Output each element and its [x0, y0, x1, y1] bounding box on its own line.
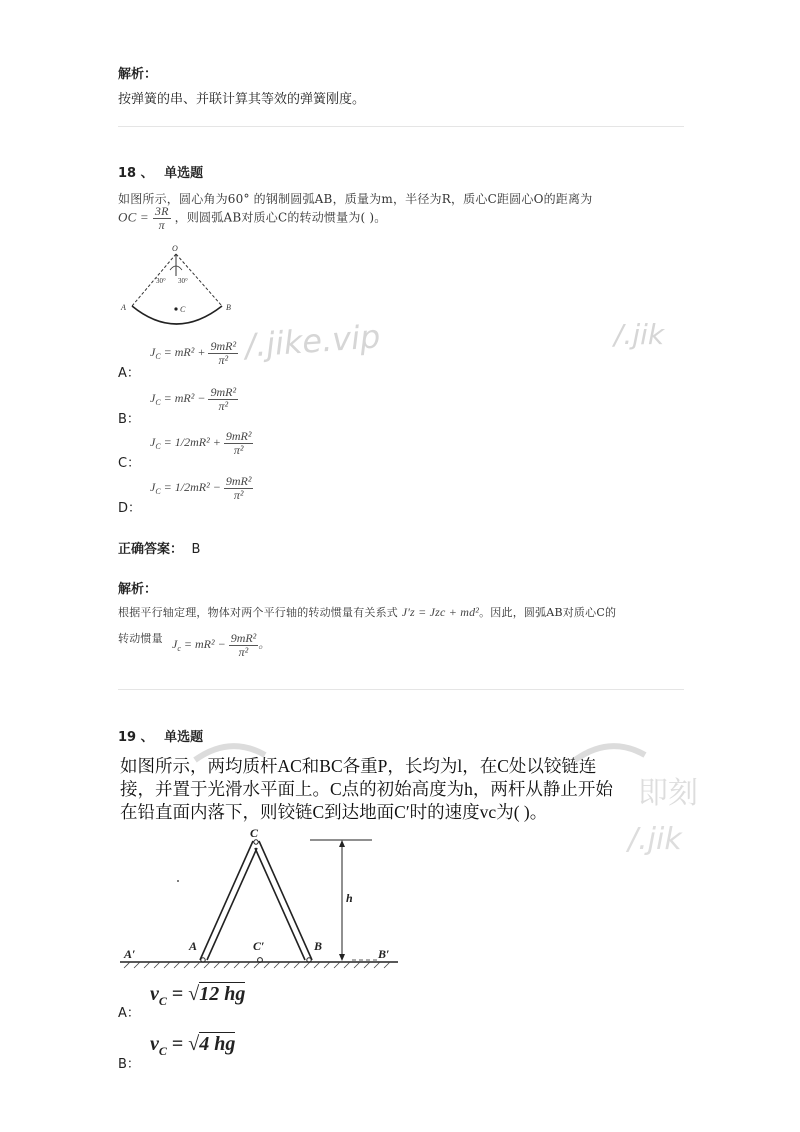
q19-label-c: C [250, 826, 259, 840]
q18-number: 18 、 [118, 166, 154, 181]
prev-analysis-label: 解析： [118, 67, 158, 82]
q18-opt-c-mid: mR² + [190, 434, 224, 449]
q18-analysis-line2 [118, 630, 163, 646]
q19-hinge-c [254, 840, 258, 844]
q18-stem-line2 [118, 205, 387, 231]
q19-option-b-label[interactable]: B： [118, 1057, 140, 1072]
q18-opt-c-coef: 1/2 [174, 434, 191, 449]
q18-centroid-dot [174, 307, 177, 310]
q18-opt-d-eq: = [160, 479, 175, 494]
q18-oc-num: 3R [154, 204, 169, 218]
q19-label-h: h [346, 891, 353, 905]
watermark-swoosh-2 [570, 735, 650, 765]
q18-option-a-formula[interactable] [150, 340, 238, 366]
q19-stem-line2: 接，并置于光滑水平面上。C点的初始高度为h，两杆从静止开始 [120, 779, 613, 799]
q18-opt-a-sub: C [155, 352, 161, 362]
q18-option-b-formula[interactable] [150, 386, 238, 412]
q19-label-b: B [314, 939, 323, 953]
q18-label-a: A [121, 303, 126, 312]
q18-radius-left [132, 254, 176, 306]
q18-opt-d-den: π² [233, 487, 244, 502]
q19-stem-line1: 如图所示，两均质杆AC和BC各重P，长均为l，在C处以铰链连 [120, 756, 597, 776]
q18-option-c-formula[interactable] [150, 430, 253, 456]
q18-analysis-formula1: J′z = Jzc + md² [401, 605, 480, 619]
q18-analysis-line1-text: 根据平行轴定理，物体对两个平行轴的转动惯量有关系式 [118, 606, 398, 619]
q18-header [118, 162, 203, 181]
q19-opt-b-rad: 4 hg [199, 1033, 236, 1055]
q19-h-arrow-top [339, 840, 345, 847]
q18-type: 单选题 [164, 166, 204, 181]
q18-answer-value: B [191, 542, 201, 557]
q18-opt-a-j: J [150, 344, 156, 359]
q18-analysis-formula2: $J_c = mR^2$ − $\frac{\text{9mR²}}{\text{π²}}$ 。 [172, 631, 271, 659]
q19-rod-ac-outer [200, 841, 253, 960]
q19-opt-a-rad: 12 hg [199, 983, 246, 1005]
q19-label-a-prime: A′ [124, 947, 136, 961]
q18-opt-b-sub: C [155, 398, 161, 408]
q18-label-angle-left: 30° [156, 277, 166, 285]
q19-label-b-prime: B′ [378, 947, 390, 961]
q18-opt-a-num: 9mR² [210, 339, 237, 353]
q18-answer [118, 538, 200, 557]
watermark-3: 即刻 [638, 776, 698, 811]
divider [118, 126, 684, 127]
q19-rod-ac-inner [207, 848, 257, 960]
q19-h-arrow-bottom [339, 954, 345, 961]
q18-option-a-label[interactable]: A： [118, 366, 140, 381]
q18-opt-d-j: J [150, 479, 156, 494]
q18-opt-d-mid: mR² − [190, 479, 224, 494]
q18-opt-c-eq: = [160, 434, 175, 449]
watermark-2: /.jik [614, 318, 665, 351]
watermark-swoosh-1 [190, 735, 270, 765]
q18-stem-line1: 如图所示，圆心角为60° 的钢制圆弧AB，质量为m，半径为R，质心C距圆心O的距离为 [118, 192, 593, 206]
q19-opt-a-v: v [150, 983, 159, 1005]
q18-opt-d-coef: 1/2 [174, 479, 191, 494]
q18-analysis-label: 解析： [118, 582, 158, 597]
q18-arc-figure [118, 240, 243, 325]
q18-analysis-line2-text: 转动惯量 [118, 632, 163, 645]
q18-analysis-line1 [118, 604, 616, 620]
q18-opt-d-num: 9mR² [225, 474, 252, 488]
q19-type: 单选题 [164, 730, 204, 745]
q19-option-a-label[interactable]: A： [118, 1006, 140, 1021]
q18-analysis-line1-end: 。因此，圆弧AB对质心C的 [479, 606, 617, 619]
q19-opt-b-sub: C [158, 1044, 167, 1058]
q18-opt-d-sub: C [155, 487, 161, 497]
q19-speck [177, 880, 179, 882]
q18-analysis-f2-end: 。 [258, 636, 271, 651]
q19-opt-b-v: v [150, 1033, 159, 1055]
divider [118, 689, 684, 690]
q18-label-b: B [226, 303, 231, 312]
q19-stem [120, 755, 640, 824]
q18-oc: OC = [118, 209, 149, 225]
q19-opt-a-sub: C [158, 994, 167, 1008]
q19-stem-line3: 在铅直面内落下，则铰链C到达地面C′时的速度vc为( )。 [120, 802, 548, 822]
q18-opt-b-den: π² [218, 398, 229, 413]
q18-option-d-label[interactable]: D： [118, 501, 142, 516]
q18-opt-a-den: π² [218, 352, 229, 367]
q19-number: 19 、 [118, 730, 154, 745]
q18-label-o: O [172, 244, 178, 253]
q18-stem-end: ，则圆弧AB对质心C的转动惯量为( )。 [174, 210, 387, 225]
q18-opt-b-j: J [150, 390, 156, 405]
q18-opt-c-den: π² [233, 442, 244, 457]
q19-option-a-formula[interactable]: $v_C = √12$ hg [150, 983, 246, 1008]
q18-opt-c-num: 9mR² [225, 429, 252, 443]
q18-opt-a-eq: = mR² + [160, 344, 209, 359]
q18-label-c: C [180, 305, 186, 314]
q18-option-d-formula[interactable] [150, 475, 253, 501]
q18-opt-b-num: 9mR² [210, 385, 237, 399]
q18-opt-c-sub: C [155, 442, 161, 452]
q19-rods-figure [120, 826, 400, 971]
q19-label-c-prime: C′ [253, 939, 265, 953]
q18-opt-c-j: J [150, 434, 156, 449]
q18-label-angle-right: 30° [178, 277, 188, 285]
q18-analysis-f2-mid: = mR² − [180, 636, 229, 651]
q19-option-b-formula[interactable]: $v_C = √4$ hg [150, 1033, 236, 1058]
q18-oc-fraction [153, 205, 171, 231]
q19-ground-hatch [124, 962, 390, 968]
watermark-4: /.jik [628, 822, 682, 857]
q18-oc-den: π [158, 217, 165, 232]
watermark-1: /.jike.vip [243, 317, 382, 365]
q18-option-b-label[interactable]: B： [118, 412, 140, 427]
q18-analysis-f2-den: π² [238, 644, 249, 659]
q18-analysis-f2-num: 9mR² [230, 631, 257, 645]
q18-opt-b-eq: = mR² − [160, 390, 209, 405]
q19-label-a: A [189, 939, 198, 953]
prev-analysis-text: 按弹簧的串、并联计算其等效的弹簧刚度。 [118, 92, 366, 107]
q18-analysis-f2-j: J [172, 636, 178, 651]
q18-answer-label: 正确答案： [118, 542, 184, 557]
q18-option-c-label[interactable]: C： [118, 456, 141, 471]
q19-rod-bc-outer [259, 841, 312, 960]
